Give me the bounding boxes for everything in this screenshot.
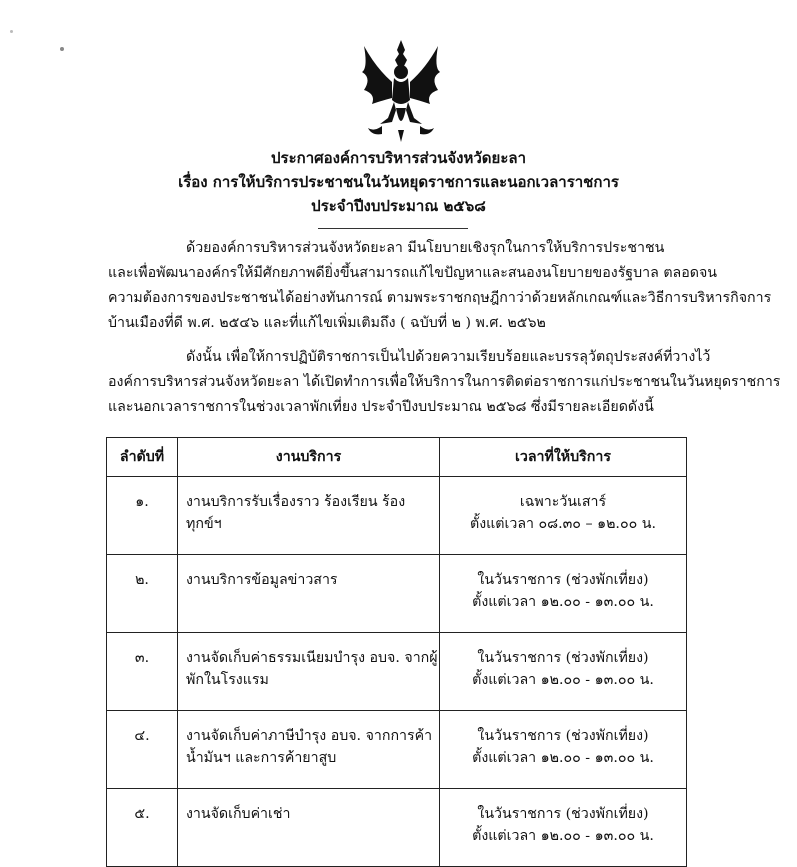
announcement-subject: เรื่อง การให้บริการประชาชนในวันหยุดราชการและนอกเวลาราชการ — [178, 173, 619, 191]
column-header-number: ลำดับที่ — [107, 438, 178, 477]
table-row — [107, 789, 687, 867]
row-time-day: เฉพาะวันเสาร์ — [519, 494, 607, 510]
row-service: งานจัดเก็บค่าเช่า — [178, 789, 440, 867]
row-time-hours: ตั้งแต่เวลา ๑๒.๐๐ - ๑๓.๐๐ น. — [472, 828, 654, 844]
column-header-time: เวลาที่ให้บริการ — [440, 438, 687, 477]
row-time-hours: ตั้งแต่เวลา ๑๒.๐๐ - ๑๓.๐๐ น. — [472, 750, 654, 766]
row-service: งานจัดเก็บค่าธรรมเนียมบำรุง อบจ. จากผู้พักในโรงแรม — [178, 633, 440, 711]
table-row — [107, 555, 687, 633]
column-header-service: งานบริการ — [178, 438, 440, 477]
paragraph-1-line: และเพื่อพัฒนาองค์กรให้มีศักยภาพดียิ่งขึ้นสามารถแก้ไขปัญหาและสนองนโยบายของรัฐบาล ตลอดจน — [108, 265, 717, 281]
paragraph-2-line: และนอกเวลาราชการในช่วงเวลาพักเที่ยง ประจำปีงบประมาณ ๒๕๖๘ ซึ่งมีรายละเอียดดังนี้ — [108, 399, 654, 415]
row-time — [440, 555, 687, 633]
row-number: ๓. — [107, 633, 178, 711]
row-time-day: ในวันราชการ (ช่วงพักเที่ยง) — [477, 728, 649, 744]
row-number: ๔. — [107, 711, 178, 789]
paragraph-1 — [108, 236, 772, 336]
row-number: ๒. — [107, 555, 178, 633]
row-number: ๕. — [107, 789, 178, 867]
paragraph-1-line: ความต้องการของประชาชนได้อย่างทันการณ์ ตามพระราชกฤษฎีกาว่าด้วยหลักเกณฑ์และวิธีการบริหารกิจการ — [108, 290, 772, 306]
table-header-row — [107, 438, 687, 477]
garuda-emblem-icon — [358, 38, 444, 144]
row-time-day: ในวันราชการ (ช่วงพักเที่ยง) — [477, 806, 649, 822]
table-row — [107, 633, 687, 711]
row-time — [440, 633, 687, 711]
announcement-title: ประกาศองค์การบริหารส่วนจังหวัดยะลา — [271, 149, 526, 167]
scan-speck — [10, 30, 13, 33]
table-row — [107, 711, 687, 789]
row-service: งานบริการข้อมูลข่าวสาร — [178, 555, 440, 633]
paragraph-2-line: องค์การบริหารส่วนจังหวัดยะลา ได้เปิดทำการเพื่อให้บริการในการติดต่อราชการแก่ประชาชนในวันหยุดราชการ — [108, 374, 781, 390]
paragraph-2 — [108, 345, 781, 420]
announcement-fiscal-year: ประจำปีงบประมาณ ๒๕๖๘ — [311, 197, 486, 215]
paragraph-2-line: ดังนั้น เพื่อให้การปฏิบัติราชการเป็นไปด้วยความเรียบร้อยและบรรลุวัตถุประสงค์ที่วางไว้ — [186, 349, 711, 365]
row-time-hours: ตั้งแต่เวลา ๑๒.๐๐ - ๑๓.๐๐ น. — [472, 594, 654, 610]
row-service: งานจัดเก็บค่าภาษีบำรุง อบจ. จากการค้าน้ำมันฯ และการค้ายาสูบ — [178, 711, 440, 789]
row-number: ๑. — [107, 477, 178, 555]
row-time-hours: ตั้งแต่เวลา ๑๒.๐๐ - ๑๓.๐๐ น. — [472, 672, 654, 688]
paragraph-1-line: บ้านเมืองที่ดี พ.ศ. ๒๕๔๖ และที่แก้ไขเพิ่มเติมถึง ( ฉบับที่ ๒ ) พ.ศ. ๒๕๖๒ — [108, 315, 546, 331]
row-time — [440, 711, 687, 789]
row-time — [440, 477, 687, 555]
paragraph-1-line: ด้วยองค์การบริหารส่วนจังหวัดยะลา มีนโยบายเชิงรุกในการให้บริการประชาชน — [186, 240, 665, 256]
row-time-hours: ตั้งแต่เวลา ๐๘.๓๐ – ๑๒.๐๐ น. — [470, 516, 656, 532]
row-service: งานบริการรับเรื่องราว ร้องเรียน ร้องทุกข์ฯ — [178, 477, 440, 555]
row-time-day: ในวันราชการ (ช่วงพักเที่ยง) — [477, 650, 649, 666]
row-time — [440, 789, 687, 867]
table-row — [107, 477, 687, 555]
scan-speck — [60, 47, 64, 51]
service-schedule-table — [106, 437, 687, 867]
row-time-day: ในวันราชการ (ช่วงพักเที่ยง) — [477, 572, 649, 588]
header-divider — [318, 228, 468, 229]
